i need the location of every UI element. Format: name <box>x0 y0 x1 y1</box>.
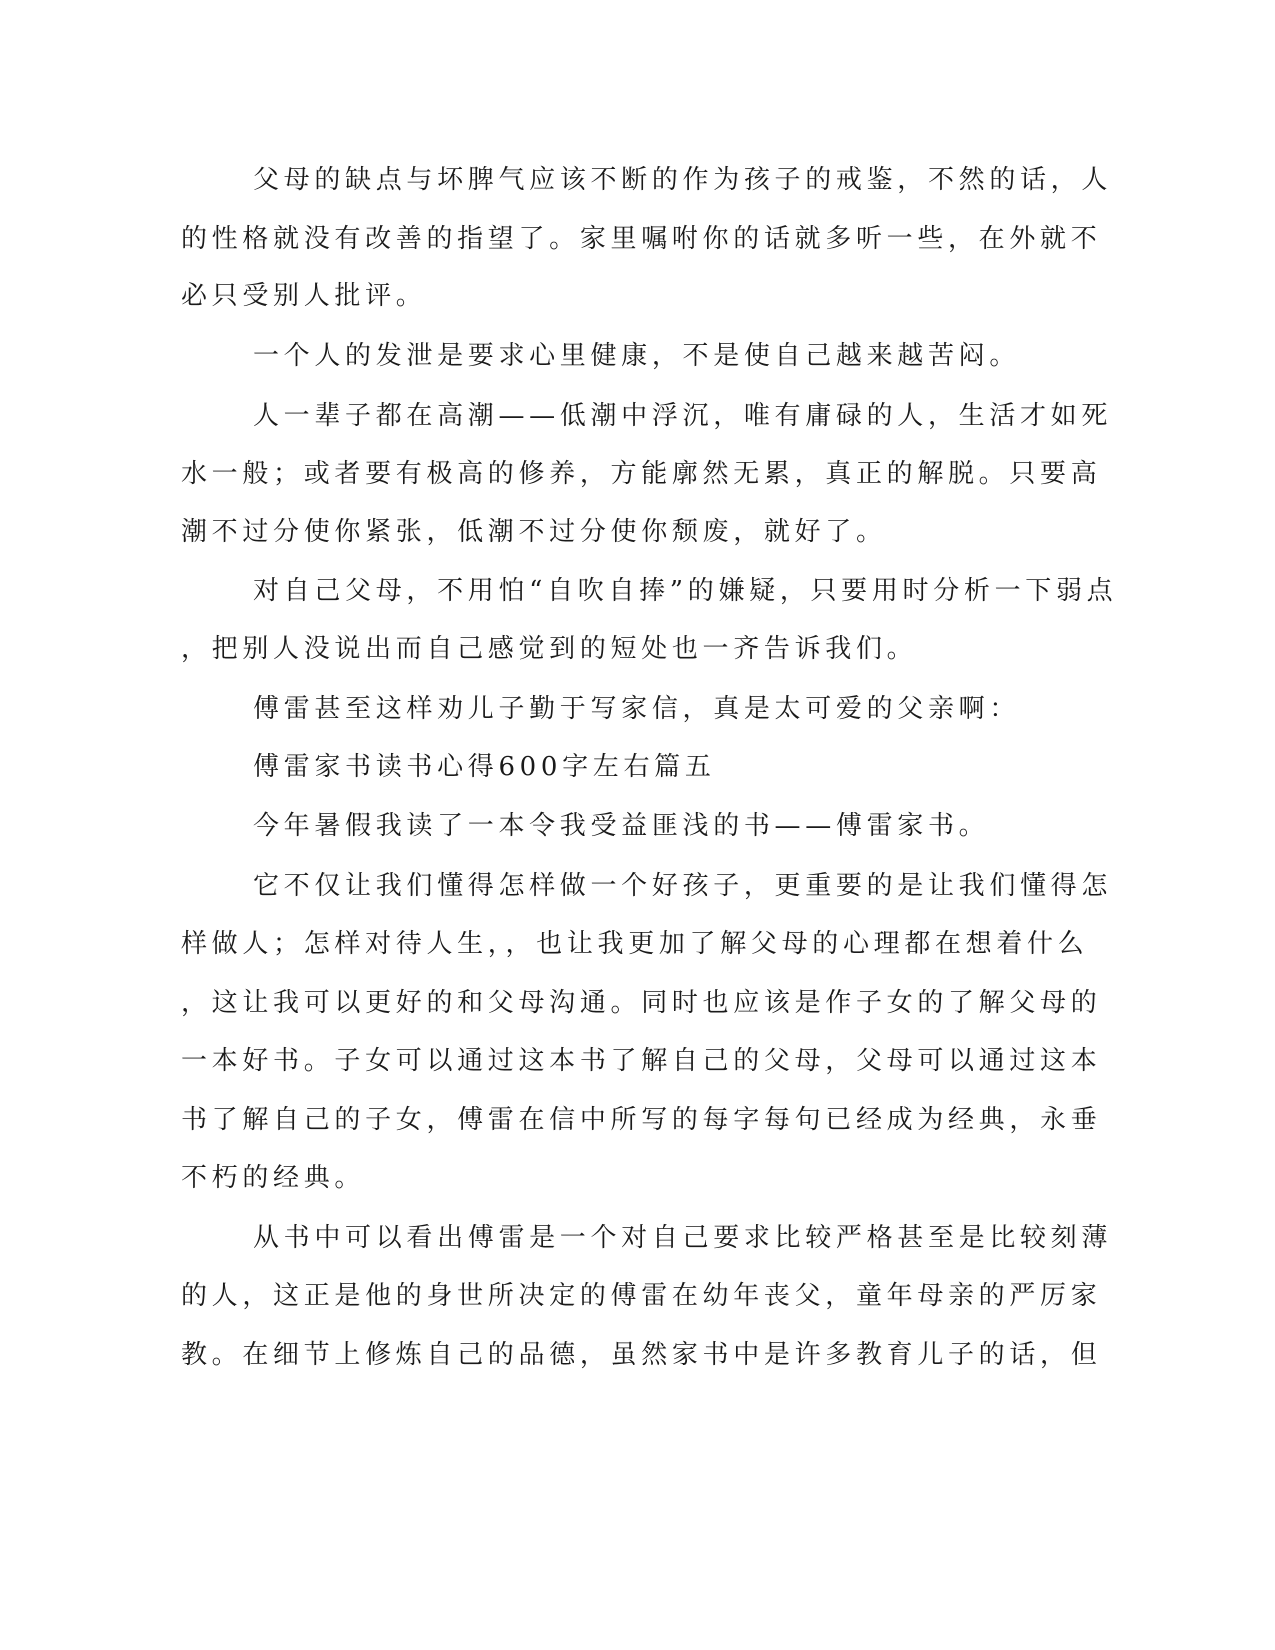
text-line <box>0 1335 1275 1375</box>
line-text: 从书中可以看出傅雷是一个对自己要求比较严格甚至是比较刻薄 <box>253 1223 1113 1253</box>
line-text: 的人，这正是他的身世所决定的傅雷在幼年丧父，童年母亲的严厉家 <box>181 1281 1102 1311</box>
line-text: 必只受别人批评。 <box>181 281 427 311</box>
text-line <box>0 454 1275 494</box>
text-line <box>0 806 1275 846</box>
line-text: 父母的缺点与坏脾气应该不断的作为孩子的戒鉴，不然的话，人 <box>253 165 1113 195</box>
line-text: 水一般；或者要有极高的修养，方能廓然无累，真正的解脱。只要高 <box>181 459 1102 489</box>
line-text: 教。在细节上修炼自己的品德，虽然家书中是许多教育儿子的话，但 <box>181 1340 1102 1370</box>
line-text: 人一辈子都在高潮——低潮中浮沉，唯有庸碌的人，生活才如死 <box>253 401 1113 431</box>
line-text: 书了解自己的子女，傅雷在信中所写的每字每句已经成为经典，永垂 <box>181 1105 1102 1135</box>
line-text: 今年暑假我读了一本令我受益匪浅的书——傅雷家书。 <box>253 811 990 841</box>
text-line <box>0 1100 1275 1140</box>
line-text: ，把别人没说出而自己感觉到的短处也一齐告诉我们。 <box>181 634 918 664</box>
line-text: ，这让我可以更好的和父母沟通。同时也应该是作子女的了解父母的 <box>181 988 1102 1018</box>
text-line <box>0 1218 1275 1258</box>
heading-text: 傅雷家书读书心得600字左右篇五 <box>253 752 716 782</box>
text-line <box>0 1158 1275 1198</box>
text-line <box>0 336 1275 376</box>
text-line <box>0 983 1275 1023</box>
text-line <box>0 924 1275 964</box>
text-line <box>0 276 1275 316</box>
text-line <box>0 571 1275 611</box>
text-line <box>0 1041 1275 1081</box>
line-text: 的性格就没有改善的指望了。家里嘱咐你的话就多听一些，在外就不 <box>181 224 1102 254</box>
text-line <box>0 512 1275 552</box>
text-line <box>0 629 1275 669</box>
line-text: 一本好书。子女可以通过这本书了解自己的父母，父母可以通过这本 <box>181 1046 1102 1076</box>
line-text: 对自己父母，不用怕“自吹自捧”的嫌疑，只要用时分析一下弱点 <box>253 576 1118 606</box>
text-line <box>0 866 1275 906</box>
line-text: 一个人的发泄是要求心里健康，不是使自己越来越苦闷。 <box>253 341 1021 371</box>
text-line <box>0 1276 1275 1316</box>
section-heading <box>0 747 1275 787</box>
text-line <box>0 219 1275 259</box>
text-line <box>0 689 1275 729</box>
line-text: 潮不过分使你紧张，低潮不过分使你颓废，就好了。 <box>181 517 887 547</box>
line-text: 傅雷甚至这样劝儿子勤于写家信，真是太可爱的父亲啊： <box>253 694 1021 724</box>
text-line <box>0 396 1275 436</box>
text-line <box>0 160 1275 200</box>
line-text: 样做人；怎样对待人生，，也让我更加了解父母的心理都在想着什么 <box>181 929 1089 959</box>
line-text: 不朽的经典。 <box>181 1163 366 1193</box>
line-text: 它不仅让我们懂得怎样做一个好孩子，更重要的是让我们懂得怎 <box>253 871 1113 901</box>
